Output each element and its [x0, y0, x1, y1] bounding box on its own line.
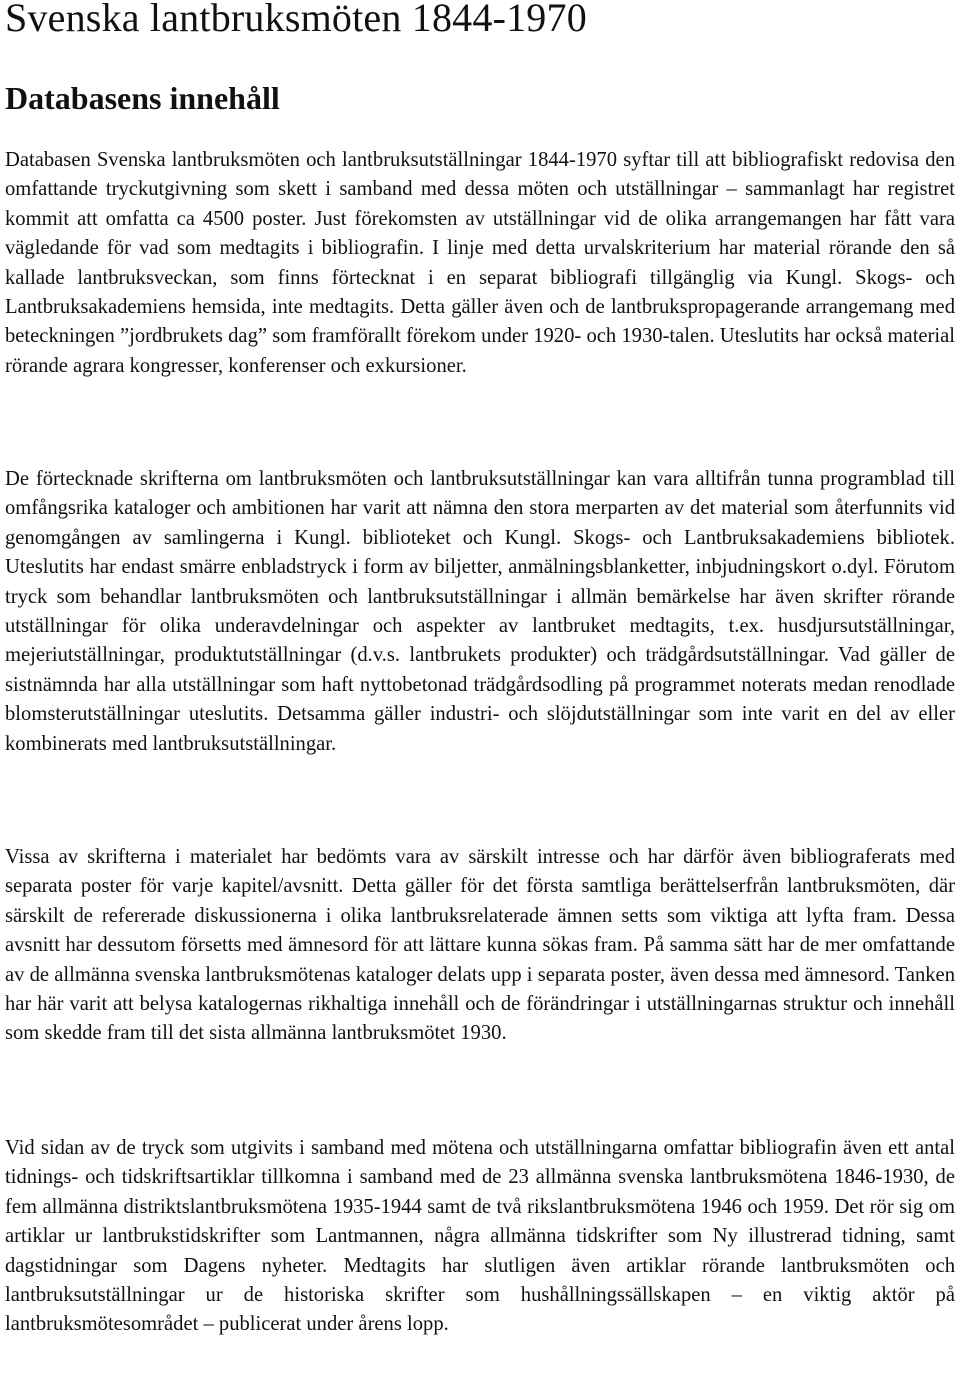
document-title: Svenska lantbruksmöten 1844-1970 — [5, 0, 587, 40]
section-heading: Databasens innehåll — [5, 80, 280, 116]
paragraph-1: Databasen Svenska lantbruksmöten och lantbruksutställningar 1844-1970 syftar till att bibliografiskt redovisa den omfattande tryckutgivning som skett i samband med dessa möten och utställningar – sammanlagt har registret kommit att omfatta ca 4500 poster. Just förekomsten av utställningar vid de olika arrangemangen har fått vara vägledande för vad som medtagits i bibliografin. I linje med detta urvalskriterium har material rörande den så kallade lantbruksveckan, som finns förtecknat i en separat bibliografi tillgänglig via Kungl. Skogs- och Lantbruksakademiens hemsida, inte medtagits. Detta gäller även och de lantbrukspropagerande arrangemang med beteckningen ”jordbrukets dag” som framförallt förekom under 1920- och 1930-talen. Uteslutits har också material rörande agrara kongresser, konferenser och exkursioner. — [5, 149, 955, 377]
paragraph-4: Vid sidan av de tryck som utgivits i samband med mötena och utställningarna omfattar bibliografin även ett antal tidnings- och tidskriftsartiklar tillkomna i samband med de 23 allmänna svenska lantbruksmötena 1846-1930, de fem allmänna distriktslantbruksmötena 1935-1944 samt de två rikslantbruksmötena 1946 och 1959. Det rör sig om artiklar ur lantbrukstidskrifter som Lantmannen, några allmänna tidskrifter som Ny illustrerad tidning, samt dagstidningar som Dagens nyheter. Medtagits har slutligen även artiklar rörande lantbruksmöten och lantbruksutställningar ur de historiska skrifter som hushållningssällskapen – en viktig aktör på lantbruksmötesområdet – publicerat under årens lopp. — [5, 1137, 955, 1336]
paragraph-3: Vissa av skrifterna i materialet har bedömts vara av särskilt intresse och har därför även bibliograferats med separata poster för varje kapitel/avsnitt. Detta gäller för det första samtliga berättelserfrån lantbruksmöten, där särskilt de refererade diskussionerna i olika lantbruksrelaterade ämnen setts som viktiga att lyfta fram. Dessa avsnitt har dessutom försetts med ämnesord för att lättare kunna sökas fram. På samma sätt har de mer omfattande av de allmänna svenska lantbruksmötenas kataloger delats upp i separata poster, även dessa med ämnesord. Tanken har här varit att belysa katalogernas rikhaltiga innehåll och de förändringar i utställningarnas struktur och innehåll som skedde fram till det sista allmänna lantbruksmötet 1930. — [5, 846, 955, 1045]
paragraph-2: De förtecknade skrifterna om lantbruksmöten och lantbruksutställningar kan vara alltifrån tunna programblad till omfångsrika kataloger och ambitionen har varit att nämna den stora merparten av det material som återfunnits vid genomgången av samlingerna i Kungl. biblioteket och Kungl. Skogs- och Lantbruksakademiens bibliotek. Uteslutits har endast smärre enbladstryck i form av biljetter, anmälningsblanketter, inbjudningskort o.dyl. Förutom tryck som behandlar lantbruksmöten och lantbruksutställningar i allmän bemärkelse har även skrifter rörande utställningar för olika underavdelningar och aspekter av lantbruket medtagits, t.ex. husdjursutställningar, mejeriutställningar, produktutställningar (d.v.s. lantbrukets produkter) och trädgårdsutställningar. Vad gäller de sistnämnda har alla utställningar som haft nyttobetonad trädgårdsodling på programmet noterats medan renodlade blomsterutställningar uteslutits. Detsamma gäller industri- och slöjdutställningar som inte varit en del av eller kombinerats med lantbruksutställningar. — [5, 468, 955, 755]
